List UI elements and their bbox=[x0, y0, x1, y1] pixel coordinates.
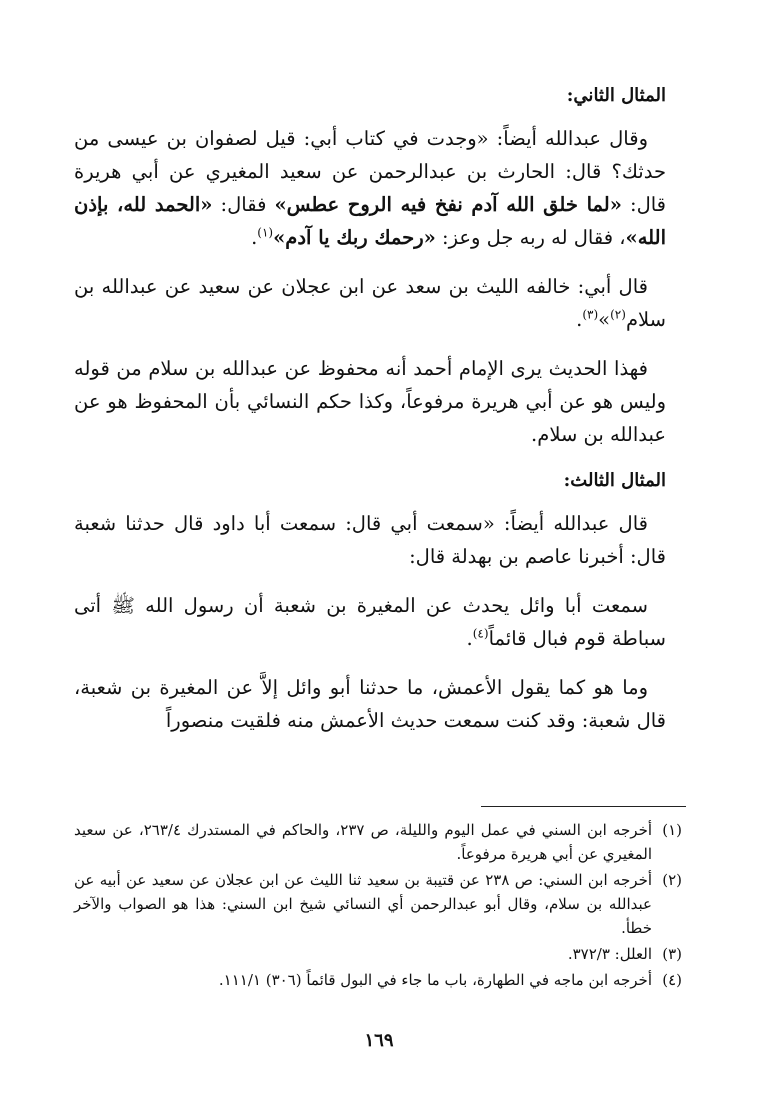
text-run: قال عبدالله أيضاً: «سمعت أبي قال: سمعت أبا داود قال حدثنا شعبة قال: أخبرنا عاصم بن بهدلة قال: bbox=[74, 512, 666, 568]
paragraph-3 bbox=[74, 352, 666, 451]
quote-bold: «لما خلق الله آدم نفخ فيه الروح عطس» bbox=[274, 193, 622, 216]
text-run: وما هو كما يقول الأعمش، ما حدثنا أبو وائل إلاَّ عن المغيرة بن شعبة، قال شعبة: وقد كنت سمعت حديث الأعمش منه فلقيت منصوراً bbox=[74, 676, 666, 732]
text-run: قال أبي: خالفه الليث بن سعد عن ابن عجلان عن سعيد عن عبدالله بن سلام bbox=[74, 275, 666, 331]
paragraph-6 bbox=[74, 671, 666, 737]
footnote-number: (٤) bbox=[662, 971, 682, 989]
footnote-ref[interactable]: (٣) bbox=[582, 307, 599, 322]
quote-bold: «رحمك ربك يا آدم» bbox=[273, 226, 436, 249]
footnote-text: العلل: ٣٧٢/٣. bbox=[567, 945, 652, 963]
quote-bold: «الحمد لله، بإذن الله» bbox=[74, 193, 666, 249]
text-run: سمعت أبا وائل يحدث عن المغيرة بن شعبة أن رسول الله ﷺ أتى سباطة قوم فبال قائماً bbox=[74, 594, 666, 650]
footnotes bbox=[74, 818, 682, 994]
paragraph-1 bbox=[74, 122, 666, 254]
footnote-number: (٣) bbox=[662, 945, 682, 963]
text-run: وقال عبدالله أيضاً: «وجدت في كتاب أبي: قيل لصفوان بن عيسى من حدثك؟ قال: الحارث بن عبدالرحمن عن سعيد المغيري عن أبي هريرة قال: bbox=[74, 127, 666, 216]
footnote-number: (١) bbox=[662, 821, 682, 839]
footnote-item bbox=[74, 818, 682, 866]
footnote-item bbox=[74, 968, 682, 992]
section-heading-second-example: المثال الثاني: bbox=[566, 85, 666, 106]
paragraph-5 bbox=[74, 589, 666, 655]
text-run: فهذا الحديث يرى الإمام أحمد أنه محفوظ عن عبدالله بن سلام من قوله وليس هو عن أبي هريرة مرفوعاً، وكذا حكم النسائي بأن المحفوظ هو عن عبدالله بن سلام. bbox=[74, 357, 666, 446]
footnote-ref[interactable]: (٢) bbox=[610, 307, 626, 322]
text-run: . bbox=[466, 627, 473, 650]
footnote-number: (٢) bbox=[662, 871, 682, 889]
paragraph-2 bbox=[74, 270, 666, 336]
page-number: ١٦٩ bbox=[364, 1030, 394, 1051]
main-text bbox=[74, 82, 666, 753]
text-run: . bbox=[251, 226, 258, 249]
text-run: . bbox=[576, 308, 583, 331]
footnote-item bbox=[74, 942, 682, 966]
footnote-text: أخرجه ابن ماجه في الطهارة، باب ما جاء في البول قائماً (٣٠٦) ١١١/١. bbox=[218, 971, 652, 989]
footnote-ref[interactable]: (٤) bbox=[472, 626, 489, 641]
footnote-text: أخرجه ابن السني في عمل اليوم والليلة، ص ٢٣٧، والحاكم في المستدرك ٢٦٣/٤، عن سعيد المغيري عن أبي هريرة مرفوعاً. bbox=[74, 821, 653, 863]
paragraph-4 bbox=[74, 507, 666, 573]
footnote-text: أخرجه ابن السني: ص ٢٣٨ عن قتيبة بن سعيد ثنا الليث عن ابن عجلان عن سعيد عن أبيه عن عبدالله بن سلام، وقال أبو عبدالرحمن أي النسائي شيخ ابن السني: هذا هو الصواب والآخر خطأ. bbox=[74, 871, 653, 937]
text-run: » bbox=[598, 308, 611, 331]
text-run: ، فقال له ربه جل وعز: bbox=[435, 226, 626, 249]
section-heading-third-example: المثال الثالث: bbox=[563, 470, 666, 491]
text-run: فقال: bbox=[212, 193, 275, 216]
footnote-item bbox=[74, 868, 682, 940]
footnote-separator bbox=[481, 806, 686, 807]
footnote-ref[interactable]: (١) bbox=[257, 225, 274, 240]
